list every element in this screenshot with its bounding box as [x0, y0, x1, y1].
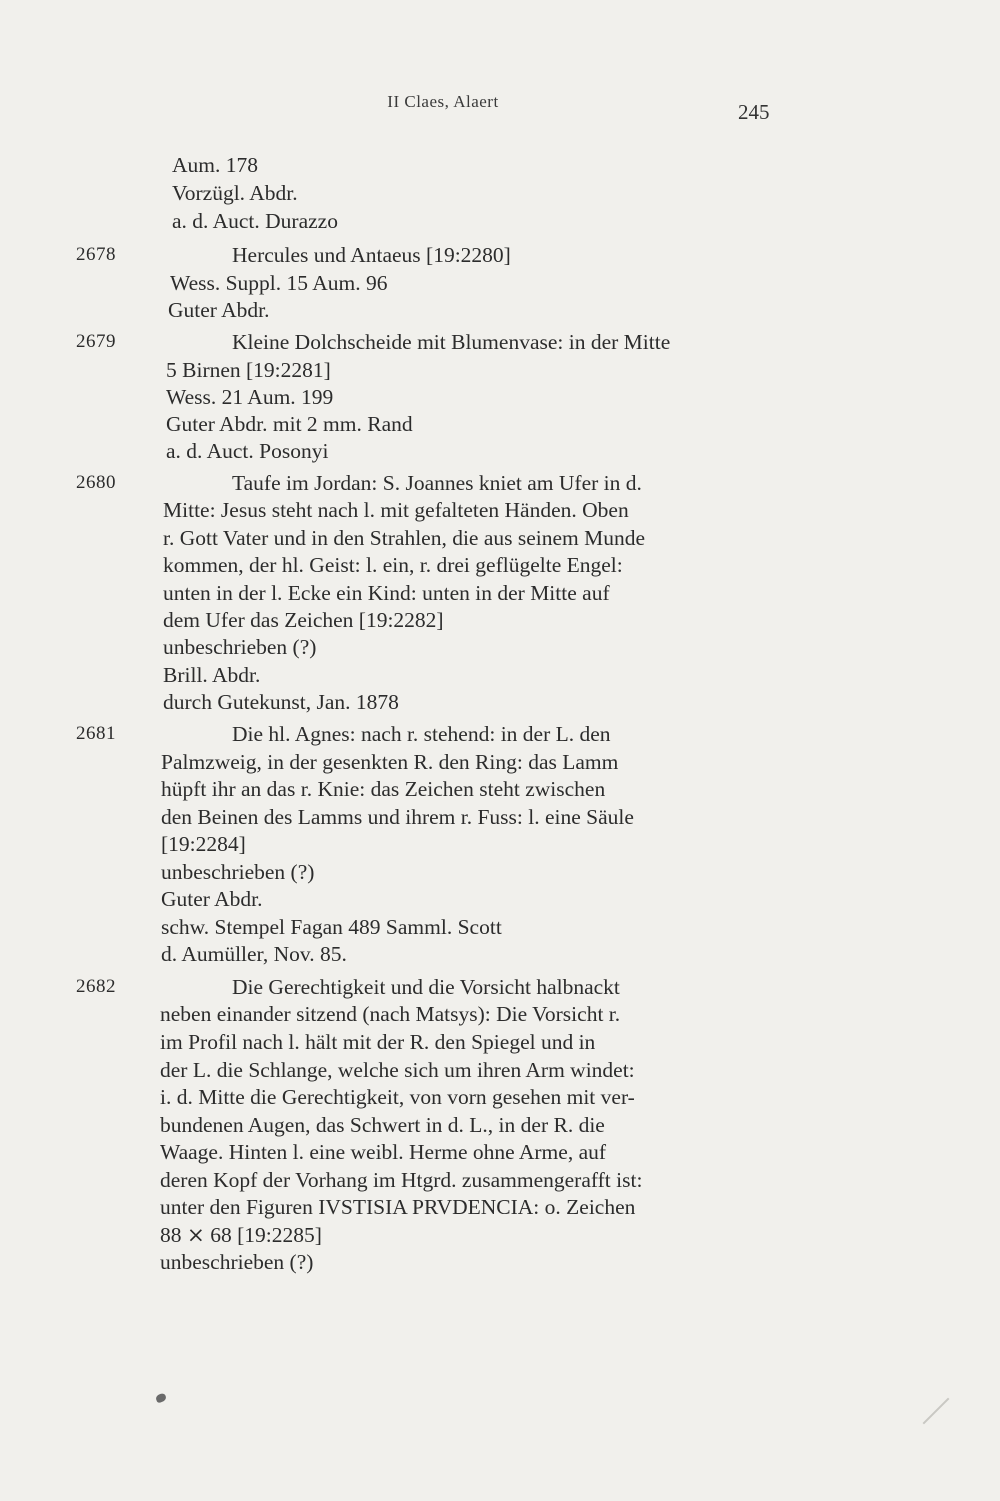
entry-line: schw. Stempel Fagan 489 Samml. Scott: [161, 915, 502, 939]
entry-line: unter den Figuren IVSTISIA PRVDENCIA: o. Zeichen: [160, 1195, 636, 1219]
page-number: 245: [738, 100, 770, 124]
entry-line: Mitte: Jesus steht nach l. mit gefalteten Händen. Oben: [163, 498, 629, 522]
entry-number: 2681: [76, 723, 116, 744]
entry-line: Brill. Abdr.: [163, 663, 261, 687]
entry-line: 88 ⨯ 68 [19:2285]: [160, 1223, 322, 1247]
entry-line: d. Aumüller, Nov. 85.: [161, 942, 347, 966]
entry-title: Die hl. Agnes: nach r. stehend: in der L. den: [232, 722, 611, 746]
entry-title: Die Gerechtigkeit und die Vorsicht halbnackt: [232, 975, 620, 999]
entry-line: Wess. Suppl. 15 Aum. 96: [170, 271, 388, 295]
entry-line: den Beinen des Lamms und ihrem r. Fuss: l. eine Säule: [161, 805, 634, 829]
entry-line: dem Ufer das Zeichen [19:2282]: [163, 608, 444, 632]
entry-line: a. d. Auct. Posonyi: [166, 439, 329, 463]
entry-line: unten in der l. Ecke ein Kind: unten in der Mitte auf: [163, 581, 610, 605]
entry-line: [19:2284]: [161, 832, 246, 856]
entry-title: Hercules und Antaeus [19:2280]: [232, 243, 511, 267]
running-head: II Claes, Alaert: [387, 92, 499, 111]
entry-line: bundenen Augen, das Schwert in d. L., in der R. die: [160, 1113, 605, 1137]
entry-line: kommen, der hl. Geist: l. ein, r. drei geflügelte Engel:: [163, 553, 623, 577]
entry-title: Kleine Dolchscheide mit Blumenvase: in der Mitte: [232, 330, 671, 354]
entry-line: Guter Abdr.: [168, 298, 270, 322]
entry-line: Guter Abdr.: [161, 887, 263, 911]
entry-line: durch Gutekunst, Jan. 1878: [163, 690, 399, 714]
entry-number: 2678: [76, 244, 116, 265]
entry-line: i. d. Mitte die Gerechtigkeit, von vorn gesehen mit ver-: [160, 1085, 635, 1109]
entry-line: a. d. Auct. Durazzo: [172, 209, 338, 233]
ink-speck: [155, 1393, 167, 1404]
entry-line: hüpft ihr an das r. Knie: das Zeichen steht zwischen: [161, 777, 606, 801]
entry-number: 2679: [76, 331, 116, 352]
entry-line: Palmzweig, in der gesenkten R. den Ring: das Lamm: [161, 750, 619, 774]
entry-line: unbeschrieben (?): [160, 1250, 314, 1274]
entry-line: Vorzügl. Abdr.: [172, 181, 298, 205]
entry-line: 5 Birnen [19:2281]: [166, 358, 331, 382]
entry-line: unbeschrieben (?): [161, 860, 315, 884]
entry-number: 2680: [76, 472, 116, 493]
entry-title: Taufe im Jordan: S. Joannes kniet am Ufer in d.: [232, 471, 642, 495]
entry-number: 2682: [76, 976, 116, 997]
entry-line: Aum. 178: [172, 153, 258, 177]
entry-line: der L. die Schlange, welche sich um ihren Arm windet:: [160, 1058, 635, 1082]
entry-line: deren Kopf der Vorhang im Htgrd. zusammengerafft ist:: [160, 1168, 643, 1192]
entry-line: r. Gott Vater und in den Strahlen, die aus seinem Munde: [163, 526, 646, 550]
paper-scratch: [923, 1398, 950, 1425]
entry-line: Waage. Hinten l. eine weibl. Herme ohne Arme, auf: [160, 1140, 607, 1164]
entry-line: im Profil nach l. hält mit der R. den Spiegel und in: [160, 1030, 596, 1054]
entry-line: Guter Abdr. mit 2 mm. Rand: [166, 412, 413, 436]
entry-line: neben einander sitzend (nach Matsys): Die Vorsicht r.: [160, 1002, 621, 1026]
entry-line: unbeschrieben (?): [163, 635, 317, 659]
entry-line: Wess. 21 Aum. 199: [166, 385, 334, 409]
